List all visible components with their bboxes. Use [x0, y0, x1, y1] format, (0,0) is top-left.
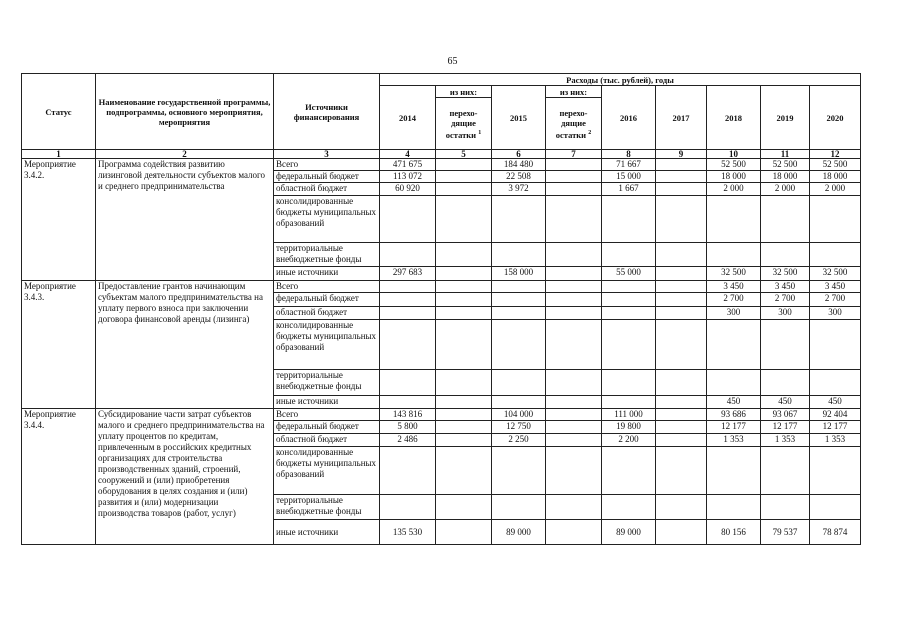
value-cell — [492, 495, 546, 520]
value-cell — [492, 396, 546, 409]
page-number: 65 — [447, 56, 458, 67]
value-cell: 1 353 — [810, 434, 861, 447]
value-cell: 19 800 — [602, 421, 656, 434]
value-cell: 184 480 — [492, 159, 546, 171]
value-cell — [380, 396, 436, 409]
value-cell: 89 000 — [492, 520, 546, 545]
column-number: 2 — [96, 150, 274, 159]
value-cell — [546, 293, 602, 307]
value-cell: 2 486 — [380, 434, 436, 447]
value-cell: 2 000 — [761, 183, 810, 196]
value-cell: 2 000 — [810, 183, 861, 196]
value-cell: 32 500 — [761, 267, 810, 281]
value-cell — [602, 396, 656, 409]
value-cell: 52 500 — [707, 159, 761, 171]
value-cell — [656, 307, 707, 320]
value-cell — [436, 370, 492, 396]
value-cell: 12 177 — [707, 421, 761, 434]
value-cell — [380, 370, 436, 396]
column-number: 11 — [761, 150, 810, 159]
funding-source: консолидированные бюджеты муниципальных образований — [274, 320, 380, 370]
value-cell — [602, 320, 656, 370]
value-cell — [761, 447, 810, 495]
value-cell — [436, 183, 492, 196]
measure-name: Программа содействия развитию лизинговой деятельности субъектов малого и среднего предпринимательства — [96, 159, 274, 281]
value-cell — [707, 320, 761, 370]
value-cell: 111 000 — [602, 409, 656, 421]
column-number: 3 — [274, 150, 380, 159]
value-cell — [546, 243, 602, 267]
value-cell — [656, 370, 707, 396]
funding-source: территориальные внебюджетные фонды — [274, 370, 380, 396]
table-row — [22, 281, 861, 293]
measure-status: Мероприятие 3.4.2. — [22, 159, 96, 281]
funding-source: Всего — [274, 281, 380, 293]
value-cell — [656, 293, 707, 307]
value-cell — [546, 320, 602, 370]
value-cell — [380, 293, 436, 307]
value-cell: 2 700 — [810, 293, 861, 307]
value-cell: 2 000 — [707, 183, 761, 196]
value-cell — [546, 159, 602, 171]
value-cell — [656, 183, 707, 196]
value-cell: 32 500 — [707, 267, 761, 281]
budget-table — [21, 73, 861, 545]
value-cell: 78 874 — [810, 520, 861, 545]
value-cell — [810, 243, 861, 267]
value-cell — [810, 196, 861, 243]
value-cell — [546, 409, 602, 421]
value-cell: 1 353 — [707, 434, 761, 447]
value-cell — [436, 409, 492, 421]
value-cell: 93 067 — [761, 409, 810, 421]
value-cell — [656, 520, 707, 545]
funding-source: областной бюджет — [274, 434, 380, 447]
value-cell — [546, 196, 602, 243]
value-cell — [546, 520, 602, 545]
funding-source: иные источники — [274, 267, 380, 281]
value-cell — [436, 447, 492, 495]
value-cell: 450 — [707, 396, 761, 409]
header-name: Наименование государственной программы, подпрограммы, основного мероприятия, мероприятия — [96, 74, 274, 150]
value-cell — [436, 159, 492, 171]
table-body — [22, 159, 861, 545]
value-cell — [436, 307, 492, 320]
value-cell — [656, 159, 707, 171]
value-cell — [492, 243, 546, 267]
value-cell — [380, 307, 436, 320]
value-cell — [546, 171, 602, 183]
column-number: 4 — [380, 150, 436, 159]
value-cell — [436, 396, 492, 409]
value-cell: 135 530 — [380, 520, 436, 545]
funding-source: консолидированные бюджеты муниципальных образований — [274, 196, 380, 243]
value-cell: 2 200 — [602, 434, 656, 447]
value-cell: 79 537 — [761, 520, 810, 545]
funding-source: иные источники — [274, 520, 380, 545]
table-row — [22, 409, 861, 421]
value-cell — [761, 243, 810, 267]
value-cell — [707, 495, 761, 520]
value-cell — [707, 196, 761, 243]
value-cell — [707, 447, 761, 495]
value-cell — [546, 267, 602, 281]
funding-source: иные источники — [274, 396, 380, 409]
value-cell — [761, 495, 810, 520]
value-cell — [546, 447, 602, 495]
value-cell: 18 000 — [761, 171, 810, 183]
header-year-2015: 2015 — [492, 86, 546, 150]
value-cell — [546, 307, 602, 320]
value-cell — [380, 320, 436, 370]
value-cell — [656, 267, 707, 281]
value-cell: 32 500 — [810, 267, 861, 281]
table-header — [22, 74, 861, 159]
header-status: Статус — [22, 74, 96, 150]
value-cell: 22 508 — [492, 171, 546, 183]
value-cell: 89 000 — [602, 520, 656, 545]
value-cell — [602, 293, 656, 307]
value-cell — [380, 495, 436, 520]
value-cell: 92 404 — [810, 409, 861, 421]
header-transitional-2: перехо-дящие остатки $^2$ — [546, 98, 602, 150]
column-number: 12 — [810, 150, 861, 159]
value-cell: 2 700 — [761, 293, 810, 307]
value-cell: 113 072 — [380, 171, 436, 183]
value-cell: 5 800 — [380, 421, 436, 434]
column-number: 6 — [492, 150, 546, 159]
value-cell — [546, 183, 602, 196]
value-cell: 3 450 — [761, 281, 810, 293]
value-cell: 3 450 — [707, 281, 761, 293]
value-cell: 52 500 — [761, 159, 810, 171]
funding-source: федеральный бюджет — [274, 171, 380, 183]
value-cell — [546, 421, 602, 434]
value-cell — [492, 293, 546, 307]
header-expenses: Расходы (тыс. рублей), годы — [380, 74, 861, 86]
value-cell — [436, 281, 492, 293]
value-cell — [436, 243, 492, 267]
value-cell: 55 000 — [602, 267, 656, 281]
column-numbers-row — [22, 150, 861, 159]
funding-source: областной бюджет — [274, 307, 380, 320]
measure-name: Предоставление грантов начинающим субъектам малого предпринимательства на уплату первого взноса при заключении договора финансовой аренды (лизинга) — [96, 281, 274, 409]
value-cell: 93 686 — [707, 409, 761, 421]
header-transitional-1: перехо-дящие остатки $^1$ — [436, 98, 492, 150]
value-cell: 60 920 — [380, 183, 436, 196]
value-cell: 12 177 — [761, 421, 810, 434]
value-cell — [656, 281, 707, 293]
value-cell — [761, 196, 810, 243]
value-cell — [436, 171, 492, 183]
value-cell: 80 156 — [707, 520, 761, 545]
value-cell — [707, 243, 761, 267]
value-cell — [546, 281, 602, 293]
value-cell — [436, 320, 492, 370]
value-cell — [492, 307, 546, 320]
value-cell — [602, 495, 656, 520]
value-cell: 71 667 — [602, 159, 656, 171]
funding-source: территориальные внебюджетные фонды — [274, 243, 380, 267]
value-cell: 12 177 — [810, 421, 861, 434]
value-cell: 1 667 — [602, 183, 656, 196]
header-year-2020: 2020 — [810, 86, 861, 150]
header-year-2017: 2017 — [656, 86, 707, 150]
value-cell — [436, 434, 492, 447]
value-cell — [810, 320, 861, 370]
value-cell — [602, 307, 656, 320]
value-cell — [380, 243, 436, 267]
value-cell — [761, 320, 810, 370]
value-cell — [656, 495, 707, 520]
value-cell: 12 750 — [492, 421, 546, 434]
value-cell — [380, 196, 436, 243]
value-cell — [656, 396, 707, 409]
value-cell — [602, 243, 656, 267]
value-cell — [380, 447, 436, 495]
value-cell: 143 816 — [380, 409, 436, 421]
value-cell: 1 353 — [761, 434, 810, 447]
value-cell — [436, 293, 492, 307]
header-year-2018: 2018 — [707, 86, 761, 150]
value-cell — [546, 370, 602, 396]
value-cell — [602, 370, 656, 396]
funding-source: консолидированные бюджеты муниципальных образований — [274, 447, 380, 495]
value-cell: 2 700 — [707, 293, 761, 307]
column-number: 8 — [602, 150, 656, 159]
value-cell — [546, 434, 602, 447]
funding-source: федеральный бюджет — [274, 421, 380, 434]
value-cell — [436, 520, 492, 545]
measure-name: Субсидирование части затрат субъектов малого и среднего предпринимательства на уплату процентов по кредитам, привлеченным в российских кредитных организациях для строительства производственных зданий, строений, сооружений и (или) приобретения оборудования в целях создания и (или) развития и (или) модернизации производства товаров (работ, услуг) — [96, 409, 274, 545]
funding-source: Всего — [274, 409, 380, 421]
header-of-which-2: из них: — [546, 86, 602, 98]
column-number: 5 — [436, 150, 492, 159]
value-cell: 104 000 — [492, 409, 546, 421]
value-cell — [656, 421, 707, 434]
value-cell — [810, 370, 861, 396]
header-of-which-1: из них: — [436, 86, 492, 98]
value-cell: 300 — [810, 307, 861, 320]
value-cell — [656, 409, 707, 421]
value-cell: 300 — [761, 307, 810, 320]
value-cell — [492, 370, 546, 396]
funding-source: областной бюджет — [274, 183, 380, 196]
value-cell — [436, 421, 492, 434]
value-cell — [656, 434, 707, 447]
value-cell — [656, 243, 707, 267]
value-cell — [436, 196, 492, 243]
measure-status: Мероприятие 3.4.4. — [22, 409, 96, 545]
value-cell: 3 972 — [492, 183, 546, 196]
header-sources: Источники финансирования — [274, 74, 380, 150]
value-cell — [546, 495, 602, 520]
value-cell: 3 450 — [810, 281, 861, 293]
value-cell — [492, 447, 546, 495]
value-cell — [436, 267, 492, 281]
value-cell — [602, 196, 656, 243]
value-cell: 297 683 — [380, 267, 436, 281]
value-cell — [602, 281, 656, 293]
column-number: 10 — [707, 150, 761, 159]
value-cell: 18 000 — [810, 171, 861, 183]
header-year-2014: 2014 — [380, 86, 436, 150]
value-cell — [492, 320, 546, 370]
funding-source: федеральный бюджет — [274, 293, 380, 307]
value-cell: 450 — [761, 396, 810, 409]
value-cell: 158 000 — [492, 267, 546, 281]
value-cell — [810, 495, 861, 520]
value-cell — [707, 370, 761, 396]
column-number: 7 — [546, 150, 602, 159]
value-cell: 471 675 — [380, 159, 436, 171]
value-cell: 450 — [810, 396, 861, 409]
value-cell — [761, 370, 810, 396]
value-cell — [656, 447, 707, 495]
value-cell — [492, 281, 546, 293]
value-cell: 52 500 — [810, 159, 861, 171]
value-cell — [436, 495, 492, 520]
value-cell — [546, 396, 602, 409]
table-row — [22, 159, 861, 171]
value-cell — [656, 320, 707, 370]
measure-status: Мероприятие 3.4.3. — [22, 281, 96, 409]
header-year-2019: 2019 — [761, 86, 810, 150]
value-cell — [656, 196, 707, 243]
header-year-2016: 2016 — [602, 86, 656, 150]
column-number: 9 — [656, 150, 707, 159]
value-cell: 2 250 — [492, 434, 546, 447]
funding-source: Всего — [274, 159, 380, 171]
value-cell — [810, 447, 861, 495]
value-cell — [602, 447, 656, 495]
funding-source: территориальные внебюджетные фонды — [274, 495, 380, 520]
value-cell — [492, 196, 546, 243]
value-cell — [656, 171, 707, 183]
value-cell: 18 000 — [707, 171, 761, 183]
value-cell: 300 — [707, 307, 761, 320]
value-cell — [380, 281, 436, 293]
value-cell: 15 000 — [602, 171, 656, 183]
column-number: 1 — [22, 150, 96, 159]
